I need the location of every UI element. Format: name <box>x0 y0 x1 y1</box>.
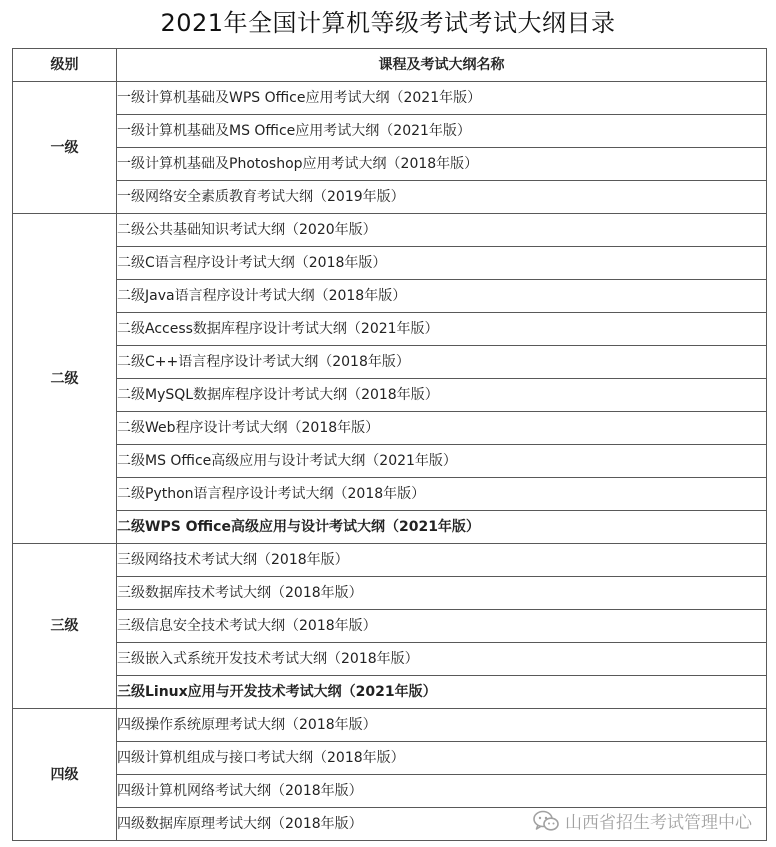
level-cell: 四级 <box>13 709 117 841</box>
table-row <box>13 478 767 511</box>
course-name-cell: 三级网络技术考试大纲（2018年版） <box>117 544 767 577</box>
table-row <box>13 148 767 181</box>
table-row <box>13 214 767 247</box>
table-row <box>13 82 767 115</box>
course-name-cell: 一级计算机基础及WPS Office应用考试大纲（2021年版） <box>117 82 767 115</box>
table-row <box>13 346 767 379</box>
page-title: 2021年全国计算机等级考试考试大纲目录 <box>160 9 616 37</box>
table-row <box>13 643 767 676</box>
course-name-cell: 四级数据库原理考试大纲（2018年版） <box>117 808 767 841</box>
table-row <box>13 709 767 742</box>
table-row <box>13 247 767 280</box>
course-column-header: 课程及考试大纲名称 <box>117 49 767 82</box>
table-row <box>13 280 767 313</box>
table-row <box>13 379 767 412</box>
watermark-text: 山西省招生考试管理中心 <box>565 813 752 833</box>
outline-table <box>12 48 767 841</box>
course-name-cell: 四级计算机网络考试大纲（2018年版） <box>117 775 767 808</box>
outline-table-body <box>13 82 767 841</box>
level-cell: 一级 <box>13 82 117 214</box>
table-row <box>13 511 767 544</box>
course-name-cell: 二级Java语言程序设计考试大纲（2018年版） <box>117 280 767 313</box>
course-name-cell: 二级Python语言程序设计考试大纲（2018年版） <box>117 478 767 511</box>
table-row <box>13 412 767 445</box>
table-row <box>13 115 767 148</box>
course-name-cell: 一级计算机基础及MS Office应用考试大纲（2021年版） <box>117 115 767 148</box>
course-name-cell: 二级公共基础知识考试大纲（2020年版） <box>117 214 767 247</box>
table-row <box>13 676 767 709</box>
table-row <box>13 181 767 214</box>
course-name-cell: 二级Web程序设计考试大纲（2018年版） <box>117 412 767 445</box>
table-row <box>13 742 767 775</box>
table-header-row <box>13 49 767 82</box>
course-name-cell: 二级MS Office高级应用与设计考试大纲（2021年版） <box>117 445 767 478</box>
wechat-icon <box>533 810 559 832</box>
table-row <box>13 445 767 478</box>
course-name-cell: 一级计算机基础及Photoshop应用考试大纲（2018年版） <box>117 148 767 181</box>
table-row <box>13 610 767 643</box>
course-name-cell: 三级信息安全技术考试大纲（2018年版） <box>117 610 767 643</box>
course-name-cell: 三级嵌入式系统开发技术考试大纲（2018年版） <box>117 643 767 676</box>
table-row <box>13 544 767 577</box>
table-row <box>13 577 767 610</box>
level-cell: 二级 <box>13 214 117 544</box>
course-name-cell: 一级网络安全素质教育考试大纲（2019年版） <box>117 181 767 214</box>
level-cell: 三级 <box>13 544 117 709</box>
course-name-cell: 二级WPS Office高级应用与设计考试大纲（2021年版） <box>117 511 767 544</box>
level-column-header: 级别 <box>13 49 117 82</box>
course-name-cell: 二级C语言程序设计考试大纲（2018年版） <box>117 247 767 280</box>
table-row <box>13 775 767 808</box>
course-name-cell: 四级操作系统原理考试大纲（2018年版） <box>117 709 767 742</box>
course-name-cell: 二级Access数据库程序设计考试大纲（2021年版） <box>117 313 767 346</box>
course-name-cell: 三级Linux应用与开发技术考试大纲（2021年版） <box>117 676 767 709</box>
course-name-cell: 二级MySQL数据库程序设计考试大纲（2018年版） <box>117 379 767 412</box>
table-row <box>13 313 767 346</box>
course-name-cell: 四级计算机组成与接口考试大纲（2018年版） <box>117 742 767 775</box>
watermark <box>533 808 752 833</box>
course-name-cell: 二级C++语言程序设计考试大纲（2018年版） <box>117 346 767 379</box>
course-name-cell: 三级数据库技术考试大纲（2018年版） <box>117 577 767 610</box>
